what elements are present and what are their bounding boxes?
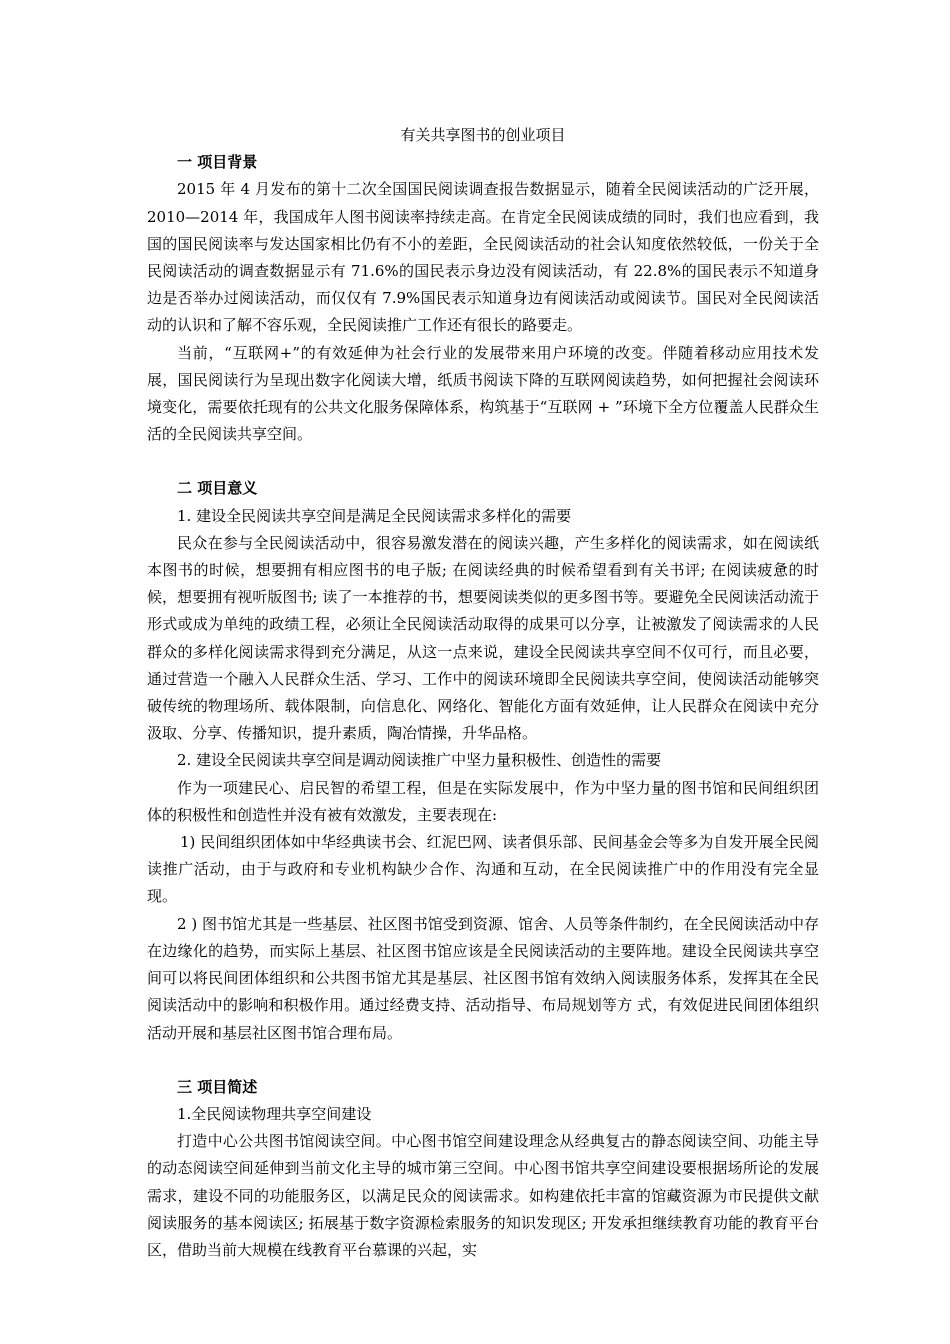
blank-line (147, 1047, 819, 1074)
paragraph: 1) 民间组织团体如中华经典读书会、红泥巴网、读者俱乐部、民间基金会等多为自发开展全民阅读推广活动，由于与政府和专业机构缺少合作、沟通和互动，在全民阅读推广中的作用没有完全显现。 (147, 833, 819, 906)
section-heading-overview: 三 项目简述 (177, 1077, 258, 1096)
paragraph: 2015 年 4 月发布的第十二次全国国民阅读调查报告数据显示，随着全民阅读活动的广泛开展，2010—2014 年，我国成年人图书阅读率持续走高。在肯定全民阅读成绩的同时，我们也应看到，我国的国民阅读率与发达国家相比仍有不小的差距，全民阅读活动的社会认知度依然较低，一份关于全民阅读活动的调查数据显示有 71.6%的国民表示身边没有阅读活动，有 22.8%的国民表示不知道身边是否举办过阅读活动，而仅仅有 7.9%国民表示知道身边有阅读活动或阅读节。国民对全民阅读活动的认识和了解不容乐观，全民阅读推广工作还有很长的路要走。 (147, 180, 819, 335)
blank-line (147, 448, 819, 475)
paragraph: 作为一项建民心、启民智的希望工程，但是在实际发展中，作为中坚力量的图书馆和民间组织团体的积极性和创造性并没有被有效激发，主要表现在: (147, 778, 819, 824)
section-heading-background: 一 项目背景 (177, 153, 258, 172)
subheading: 1.全民阅读物理共享空间建设 (177, 1104, 372, 1123)
section-heading-significance: 二 项目意义 (177, 479, 258, 498)
paragraph: 2 ) 图书馆尤其是一些基层、社区图书馆受到资源、馆舍、人员等条件制约，在全民阅读活动中存在边缘化的趋势，而实际上基层、社区图书馆应该是全民阅读活动的主要阵地。建设全民阅读共享空间可以将民间团体组织和公共图书馆尤其是基层、社区图书馆有效纳入阅读服务体系，发挥其在全民阅读活动中的影响和积极作用。通过经费支持、活动指导、布局规划等方 式，有效促进民间团体组织活动开展和基层社区图书馆合理布局。 (147, 914, 819, 1042)
document-page (147, 122, 819, 1264)
paragraph: 当前，“互联网+”的有效延伸为社会行业的发展带来用户环境的改变。伴随着移动应用技术发展，国民阅读行为呈现出数字化阅读大增，纸质书阅读下降的互联网阅读趋势，如何把握社会阅读环境变化，需要依托现有的公共文化服务保障体系，构筑基于“互联网 + ”环境下全方位覆盖人民群众生活的全民阅读共享空间。 (147, 343, 819, 444)
document-title: 有关共享图书的创业项目 (400, 126, 566, 144)
paragraph: 打造中心公共图书馆阅读空间。中心图书馆空间建设理念从经典复古的静态阅读空间、功能主导的动态阅读空间延伸到当前文化主导的城市第三空间。中心图书馆共享空间建设要根据场所论的发展需求，建设不同的功能服务区，以满足民众的阅读需求。如构建依托丰富的馆藏资源为市民提供文献阅读服务的基本阅读区; 拓展基于数字资源检索服务的知识发现区; 开发承担继续教育功能的教育平台区，借助当前大规模在线教育平台慕课的兴起，实 (147, 1132, 819, 1259)
subheading: 2. 建设全民阅读共享空间是调动阅读推广中坚力量积极性、创造性的需要 (177, 751, 662, 770)
paragraph: 民众在参与全民阅读活动中，很容易激发潜在的阅读兴趣，产生多样化的阅读需求，如在阅读纸本图书的时候，想要拥有相应图书的电子版; 在阅读经典的时候希望看到有关书评; 在阅读疲惫的时候，想要拥有视听版图书; 读了一本推荐的书，想要阅读类似的更多图书等。要避免全民阅读活动流于形式或成为单纯的政绩工程，必须让全民阅读活动取得的成果可以分享，让被激发了阅读需求的人民群众的多样化阅读需求得到充分满足，从这一点来说，建设全民阅读共享空间不仅可行，而且必要，通过营造一个融入人民群众生活、学习、工作中的阅读环境即全民阅读共享空间，使阅读活动能够突破传统的物理场所、载体限制，向信息化、网络化、智能化方面有效延伸，让人民群众在阅读中充分汲取、分享、传播知识，提升素质，陶冶情操，升华品格。 (147, 533, 819, 743)
subheading: 1. 建设全民阅读共享空间是满足全民阅读需求多样化的需要 (177, 506, 572, 525)
